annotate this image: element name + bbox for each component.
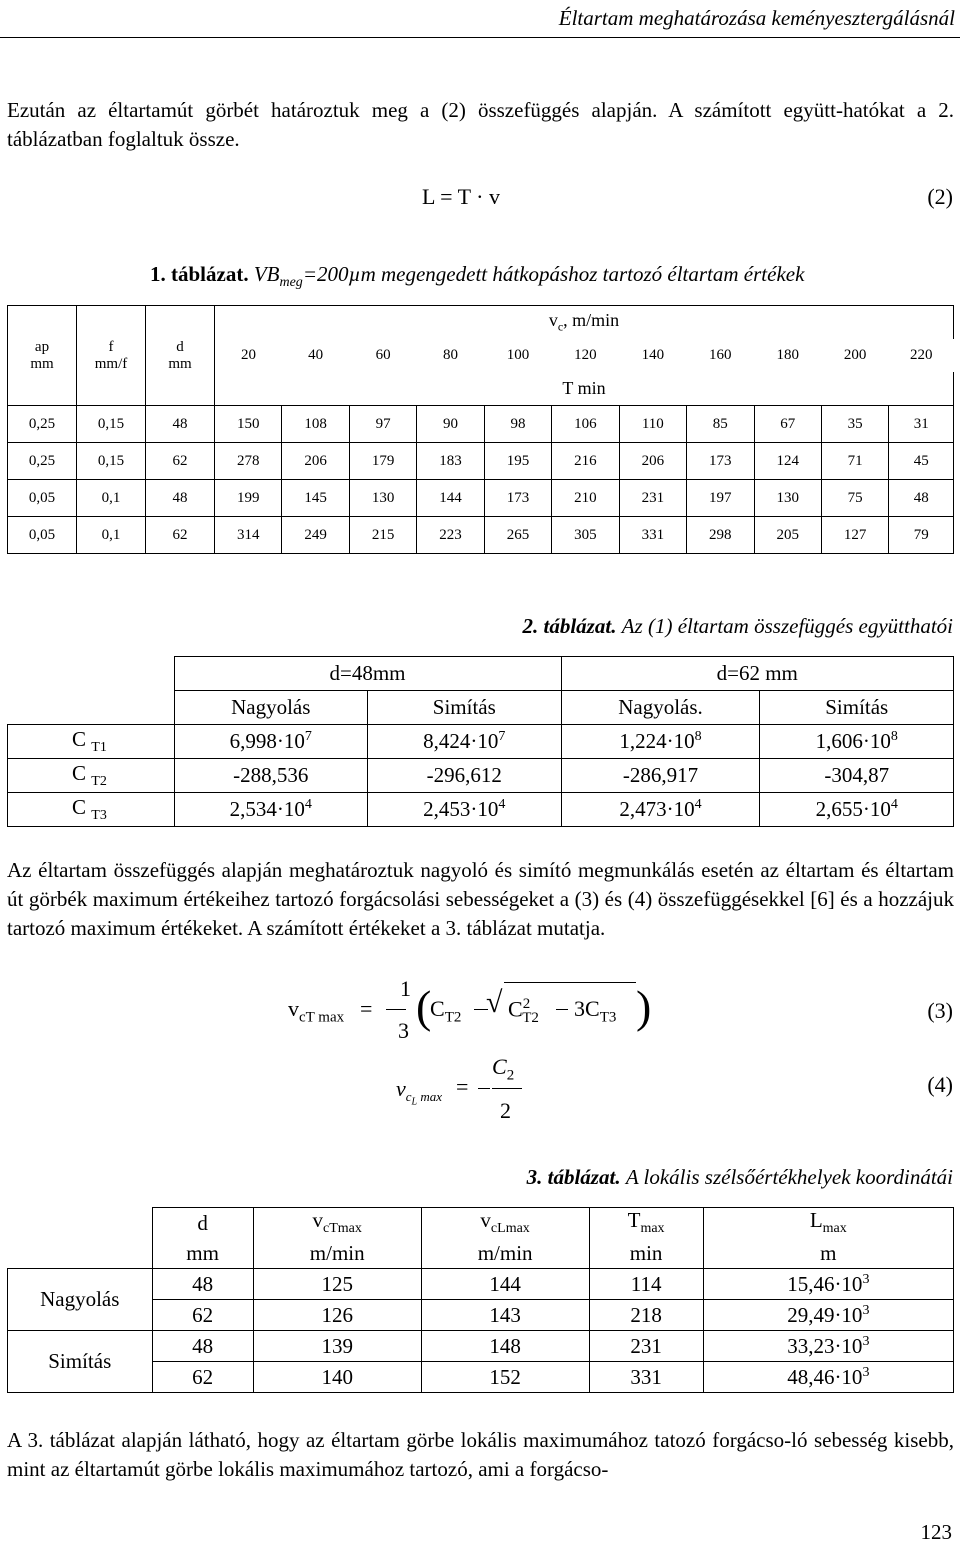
equation-4-number: (4)	[927, 1072, 953, 1097]
table3-row	[8, 1331, 954, 1362]
table1-speed-20: 20	[240, 347, 256, 363]
table1-cell: 0,1	[77, 517, 146, 554]
table3-cell: 114	[589, 1269, 703, 1300]
table3-cell: 62	[152, 1300, 253, 1331]
table2-cell: $1,606\cdot 10^8$	[760, 725, 954, 759]
equation-2-number: (2)	[927, 184, 953, 209]
table3-cell: $15,46\cdot 10^3$	[703, 1269, 953, 1300]
table3-cell: 143	[421, 1300, 589, 1331]
table3-cell: 218	[589, 1300, 703, 1331]
table1-cell: 45	[889, 443, 954, 480]
table1	[7, 305, 954, 554]
table3-cell: $48,46\cdot 10^3$	[703, 1362, 953, 1393]
table1-cell: 150	[215, 406, 282, 443]
table3-cell: 126	[253, 1300, 421, 1331]
table1-cell: 0,1	[77, 480, 146, 517]
table2-caption	[523, 614, 953, 639]
equation-3-number: (3)	[927, 998, 953, 1023]
table3-cell: 231	[589, 1331, 703, 1362]
table1-row	[8, 406, 954, 443]
table1-speed-80: 80	[443, 347, 459, 363]
table3	[7, 1207, 954, 1393]
table1-cell: 199	[215, 480, 282, 517]
table1-cell: 75	[821, 480, 888, 517]
table1-cell: 144	[417, 480, 484, 517]
running-header	[0, 0, 960, 38]
table1-header-ap: ap mm	[8, 306, 77, 406]
table3-caption-number: 3. táblázat.	[526, 1165, 621, 1189]
table1-cell: 130	[754, 480, 821, 517]
table1-speed-160: 160	[709, 347, 732, 363]
table1-cell: 278	[215, 443, 282, 480]
table2-caption-number: 2. táblázat.	[522, 614, 617, 638]
table3-cell: 48	[152, 1269, 253, 1300]
table1-cell: 249	[282, 517, 349, 554]
table1-cell: 97	[349, 406, 416, 443]
header-rule	[0, 37, 960, 38]
table1-cell: 67	[754, 406, 821, 443]
table3-group-label: Simítás	[8, 1331, 153, 1393]
table3-cell: 125	[253, 1269, 421, 1300]
table1-cell: 71	[821, 443, 888, 480]
table1-cell: 195	[484, 443, 551, 480]
table1-speed-60: 60	[375, 347, 391, 363]
table1-speed-180: 180	[776, 347, 799, 363]
table2-cell: $2,655\cdot 10^4$	[760, 793, 954, 827]
table1-cell: 35	[821, 406, 888, 443]
table2-row	[8, 759, 954, 793]
table1-speed-220: 220	[909, 347, 933, 363]
table2-cell: -296,612	[368, 759, 562, 793]
table3-header: d	[152, 1208, 253, 1239]
table3-corner	[8, 1208, 153, 1269]
table1-cell: 62	[146, 517, 215, 554]
table1-speed-40: 40	[308, 347, 324, 363]
table3-header-unit: mm	[152, 1238, 253, 1269]
table1-cell: 179	[349, 443, 416, 480]
table2-row	[8, 793, 954, 827]
table1-cell: 216	[552, 443, 619, 480]
table2-corner	[8, 657, 175, 725]
table2-subheader: Nagyolás.	[561, 691, 760, 725]
table3-header: $v_{cLmax}$	[421, 1208, 589, 1239]
table1-cell: 145	[282, 480, 349, 517]
table1-cell: 223	[417, 517, 484, 554]
table1-caption-text: $VB_{meg}=200\mu m$ megengedett hátkopáshoz tartozó éltartam értékek	[253, 262, 805, 291]
table2-subheader: Simítás	[368, 691, 562, 725]
table3-header-unit: min	[589, 1238, 703, 1269]
table1-cell: 124	[754, 443, 821, 480]
table2-cell: $1,224\cdot 10^8$	[561, 725, 760, 759]
table1-caption-number: 1. táblázat.	[150, 262, 249, 286]
table1-speed-100: 100	[506, 347, 530, 363]
table1-cell: 205	[754, 517, 821, 554]
table1-cell: 98	[484, 406, 551, 443]
table1-cell: 265	[484, 517, 551, 554]
table3-caption	[527, 1165, 953, 1190]
table1-cell: 0,15	[77, 443, 146, 480]
table2-cell: $2,534\cdot 10^4$	[174, 793, 368, 827]
table2-cell: -286,917	[561, 759, 760, 793]
table2-group-d62: d=62 mm	[561, 657, 953, 691]
table3-header-unit: m/min	[253, 1238, 421, 1269]
table1-header-f: f mm/f	[77, 306, 146, 406]
table3-cell: $29,49\cdot 10^3$	[703, 1300, 953, 1331]
table1-cell: 215	[349, 517, 416, 554]
table2-subheader: Nagyolás	[174, 691, 368, 725]
table1-cell: 62	[146, 443, 215, 480]
table3-cell: 148	[421, 1331, 589, 1362]
table1-header-t: T min	[215, 372, 954, 406]
table3-cell: 48	[152, 1331, 253, 1362]
table1-row	[8, 480, 954, 517]
table1-cell: 173	[687, 443, 754, 480]
table3-header: $T_{max}$	[589, 1208, 703, 1239]
table2-row-label: C $_{T2}$	[8, 759, 175, 793]
table2-subheader: Simítás	[760, 691, 954, 725]
page-number: 123	[920, 1520, 952, 1544]
table1-cell: 197	[687, 480, 754, 517]
table1-cell: 173	[484, 480, 551, 517]
table1-cell: 127	[821, 517, 888, 554]
table1-cell: 0,05	[8, 517, 77, 554]
table1-cell: 210	[552, 480, 619, 517]
table1-header-d: d mm	[146, 306, 215, 406]
table1-speed-200: 200	[843, 347, 867, 363]
table1-cell: 48	[146, 480, 215, 517]
table1-speed-120: 120	[574, 347, 597, 363]
table2-group-d48: d=48mm	[174, 657, 561, 691]
table3-cell: 144	[421, 1269, 589, 1300]
table2-cell: -304,87	[760, 759, 954, 793]
equation-3: $v_{cT max}$ = 1 3 ( $C_{T2}$ √ $C^2_{T2}$ $3C_{T3}$ )	[288, 976, 652, 1043]
table1-row	[8, 443, 954, 480]
table3-cell: 152	[421, 1362, 589, 1393]
table1-row	[8, 517, 954, 554]
table1-cell: 298	[687, 517, 754, 554]
table2-row-label: C $_{T3}$	[8, 793, 175, 827]
equation-2: L = T · v	[422, 184, 500, 209]
table1-cell: 31	[889, 406, 954, 443]
table2-cell: $2,453\cdot 10^4$	[368, 793, 562, 827]
table1-cell: 183	[417, 443, 484, 480]
table1-cell: 331	[619, 517, 686, 554]
table3-group-label: Nagyolás	[8, 1269, 153, 1331]
table1-cell: 231	[619, 480, 686, 517]
equation-4: $v_{c_L max}$ = $C_2$ 2	[396, 1050, 546, 1130]
table3-header: $L_{max}$	[703, 1208, 953, 1239]
table2	[7, 656, 954, 827]
table1-cell: 0,05	[8, 480, 77, 517]
table1-cell: 130	[349, 480, 416, 517]
table2-row	[8, 725, 954, 759]
paragraph-results: Az éltartam összefüggés alapján meghatároztuk nagyoló és simító megmunkálás esetén az éltartam és éltartam út görbék maximum értékeihez tartozó forgácsolási sebességeket a (3) és (4) összefüggésekkel [6] és a hozzájuk tartozó maximum értékeket. A számított értékeket a 3. táblázat mutatja.	[7, 858, 954, 940]
table1-cell: 0,15	[77, 406, 146, 443]
paragraph-intro: Ezután az éltartamút görbét határoztuk meg a (2) összefüggés alapján. A számított együtt-hatókat a 2. táblázatban foglaltuk össze.	[7, 98, 954, 151]
table3-caption-text: A lokális szélsőértékhelyek koordinátái	[625, 1165, 953, 1189]
table1-cell: 110	[619, 406, 686, 443]
table2-cell: $6,998\cdot 10^7$	[174, 725, 368, 759]
table2-cell: $8,424\cdot 10^7$	[368, 725, 562, 759]
table1-cell: 206	[282, 443, 349, 480]
table3-row	[8, 1269, 954, 1300]
table1-cell: 79	[889, 517, 954, 554]
table1-speed-140: 140	[641, 347, 665, 363]
table3-header-unit: m	[703, 1238, 953, 1269]
table1-cell: 48	[889, 480, 954, 517]
table1-cell: 48	[146, 406, 215, 443]
table2-row-label: C $_{T1}$	[8, 725, 175, 759]
table1-cell: 106	[552, 406, 619, 443]
table3-cell: 139	[253, 1331, 421, 1362]
table2-cell: $2,473\cdot 10^4$	[561, 793, 760, 827]
table1-cell: 305	[552, 517, 619, 554]
table3-cell: 331	[589, 1362, 703, 1393]
table1-header-vc: $v_c$, m/min	[215, 306, 954, 340]
table3-cell: 62	[152, 1362, 253, 1393]
table3-cell: 140	[253, 1362, 421, 1393]
table1-cell: 90	[417, 406, 484, 443]
table1-cell: 314	[215, 517, 282, 554]
table1-cell: 108	[282, 406, 349, 443]
table1-caption	[150, 262, 804, 291]
table3-cell: $33,23\cdot 10^3$	[703, 1331, 953, 1362]
table2-cell: -288,536	[174, 759, 368, 793]
table3-header: $v_{cTmax}$	[253, 1208, 421, 1239]
paragraph-conclusion: A 3. táblázat alapján látható, hogy az éltartam görbe lokális maximumához tatozó forgácso-ló sebesség kisebb, mint az éltartamút görbe lokális maximumához tartozó, ami a forgácso-	[7, 1428, 954, 1481]
table1-cell: 0,25	[8, 406, 77, 443]
table1-cell: 85	[687, 406, 754, 443]
running-header-title: Éltartam meghatározása keményesztergálásnál	[558, 6, 955, 30]
table1-cell: 206	[619, 443, 686, 480]
table3-header-unit: m/min	[421, 1238, 589, 1269]
table1-cell: 0,25	[8, 443, 77, 480]
table2-caption-text: Az (1) éltartam összefüggés együtthatói	[621, 614, 953, 638]
